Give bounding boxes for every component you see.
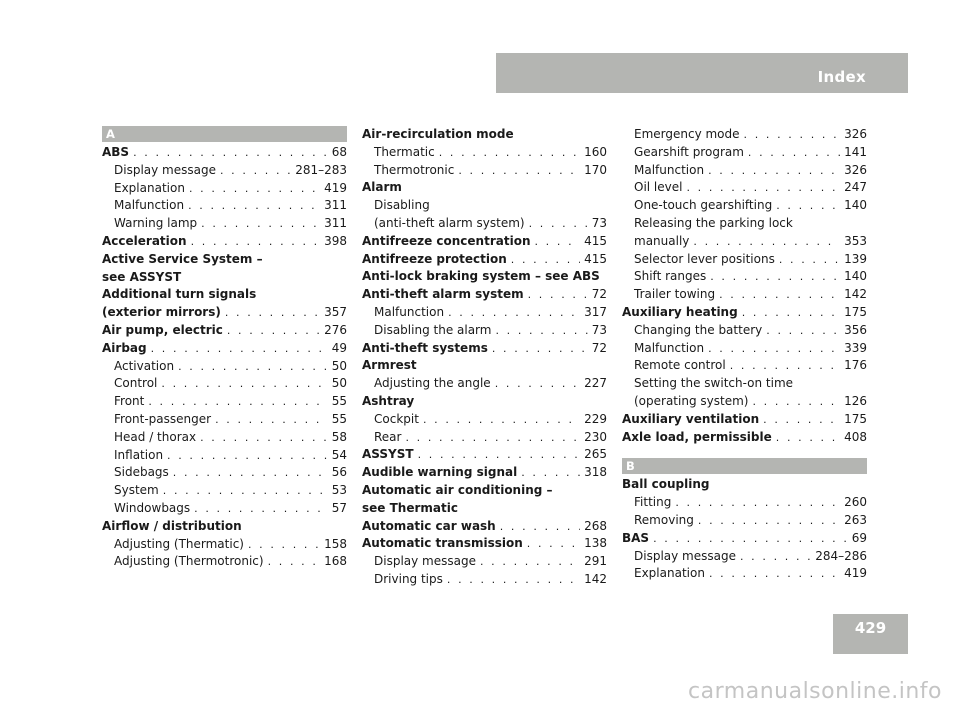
- entry-label: Adjusting (Thermotronic): [114, 554, 264, 569]
- index-entry: [102, 304, 347, 322]
- entry-page-ref: 142: [844, 287, 867, 302]
- entry-label: Display message: [114, 162, 216, 177]
- entry-label: ABS: [102, 145, 130, 159]
- index-entry: [362, 179, 607, 197]
- index-subentry: [102, 358, 347, 376]
- index-subentry: [362, 322, 607, 340]
- index-subentry: [362, 215, 607, 233]
- index-subentry: [622, 286, 867, 304]
- dot-leader: [215, 411, 328, 429]
- entry-label: Explanation: [114, 180, 185, 195]
- entry-page-ref: 326: [844, 127, 867, 141]
- entry-page-ref: 398: [324, 233, 347, 248]
- entry-page-ref: 68: [331, 145, 347, 159]
- dot-leader: [151, 340, 328, 358]
- dot-leader: [710, 268, 840, 286]
- index-subentry: [362, 553, 607, 571]
- entry-label: Front-passenger: [114, 411, 212, 426]
- entry-label: Head / thorax: [114, 429, 197, 444]
- entry-page-ref: 138: [584, 536, 607, 551]
- entry-label: Adjusting (Thermatic): [114, 536, 244, 551]
- index-subentry: [102, 197, 347, 215]
- dot-leader: [719, 286, 840, 304]
- dot-leader: [698, 512, 840, 530]
- entry-label: Thermotronic: [374, 162, 455, 177]
- dot-leader: [730, 357, 840, 375]
- entry-page-ref: 126: [844, 393, 867, 408]
- entry-page-ref: 356: [844, 322, 867, 337]
- spacer: [622, 446, 867, 458]
- dot-leader: [511, 251, 580, 269]
- watermark: carmanualsonline.info: [688, 679, 942, 704]
- index-subentry: [622, 126, 867, 144]
- index-subentry: [622, 233, 867, 251]
- dot-leader: [776, 197, 840, 215]
- dot-leader: [653, 530, 848, 548]
- entry-label: Malfunction: [634, 162, 705, 177]
- dot-leader: [200, 429, 328, 447]
- entry-label: Explanation: [634, 566, 705, 581]
- entry-page-ref: 415: [584, 251, 607, 266]
- index-subentry: [622, 144, 867, 162]
- entry-label: Display message: [634, 548, 736, 563]
- dot-leader: [194, 500, 328, 518]
- entry-label: Warning lamp: [114, 216, 198, 231]
- entry-label: Removing: [634, 512, 694, 527]
- index-subentry: [622, 179, 867, 197]
- entry-label: Acceleration: [102, 233, 187, 248]
- entry-page-ref: 419: [844, 566, 867, 581]
- dot-leader: [766, 322, 840, 340]
- entry-page-ref: 176: [844, 358, 867, 373]
- dot-leader: [763, 411, 840, 429]
- entry-label: Oil level: [634, 180, 683, 195]
- section-header: A: [102, 126, 347, 142]
- entry-label: Airflow / distribution: [102, 518, 242, 533]
- index-subentry: [102, 482, 347, 500]
- dot-leader: [495, 375, 580, 393]
- index-entry: [622, 530, 867, 548]
- dot-leader: [742, 304, 840, 322]
- entry-page-ref: 58: [331, 429, 347, 444]
- dot-leader: [220, 162, 291, 180]
- entry-label: Selector lever positions: [634, 251, 775, 266]
- entry-label: Shift ranges: [634, 269, 707, 284]
- dot-leader: [178, 358, 328, 376]
- entry-label: Antifreeze concentration: [362, 233, 531, 248]
- dot-leader: [779, 251, 840, 269]
- entry-label: Anti-theft alarm system: [362, 287, 524, 302]
- entry-page-ref: 57: [331, 500, 347, 515]
- entry-label: Rear: [374, 429, 402, 444]
- entry-label: (exterior mirrors): [102, 305, 221, 320]
- dot-leader: [201, 215, 320, 233]
- entry-label: Anti-theft systems: [362, 340, 488, 355]
- index-entry: [102, 233, 347, 251]
- entry-label: Gearshift program: [634, 144, 744, 159]
- dot-leader: [163, 482, 328, 500]
- index-entry: [362, 446, 607, 464]
- entry-label: Malfunction: [114, 198, 185, 213]
- page-number: 429: [854, 619, 887, 637]
- entry-label: Audible warning signal: [362, 465, 518, 480]
- dot-leader: [268, 553, 321, 571]
- index-subentry: [102, 162, 347, 180]
- dot-leader: [248, 536, 320, 554]
- index-subentry: [102, 429, 347, 447]
- entry-page-ref: 276: [324, 322, 347, 337]
- index-entry: [102, 340, 347, 358]
- index-subentry: [362, 429, 607, 447]
- entry-label: Releasing the parking lock: [634, 215, 793, 230]
- entry-label: BAS: [622, 530, 650, 545]
- entry-page-ref: 175: [844, 304, 867, 319]
- dot-leader: [148, 393, 327, 411]
- entry-page-ref: 408: [844, 429, 867, 444]
- index-subentry: [362, 197, 607, 215]
- entry-page-ref: 73: [591, 215, 607, 230]
- index-entry: [362, 518, 607, 536]
- section-header: B: [622, 458, 867, 474]
- entry-page-ref: 230: [584, 429, 607, 444]
- entry-label: Cockpit: [374, 411, 419, 426]
- entry-page-ref: 268: [584, 518, 607, 533]
- entry-label: Automatic car wash: [362, 518, 496, 533]
- dot-leader: [480, 553, 580, 571]
- index-column-3: [622, 126, 867, 583]
- dot-leader: [740, 548, 811, 566]
- entry-page-ref: 311: [324, 216, 347, 231]
- entry-label: Remote control: [634, 358, 726, 373]
- entry-label: Anti-lock braking system – see ABS: [362, 269, 600, 284]
- entry-page-ref: 339: [844, 340, 867, 355]
- entry-page-ref: 54: [331, 447, 347, 462]
- index-subentry: [102, 375, 347, 393]
- index-entry: [622, 411, 867, 429]
- entry-label: Emergency mode: [634, 127, 740, 141]
- index-subentry: [102, 553, 347, 571]
- index-column-2: [362, 126, 607, 589]
- entry-label: Axle load, permissible: [622, 429, 772, 444]
- index-subentry: [622, 393, 867, 411]
- entry-label: (anti-theft alarm system): [374, 215, 525, 230]
- index-column-1: [102, 126, 347, 571]
- entry-page-ref: 55: [331, 411, 347, 426]
- entry-page-ref: 72: [591, 287, 607, 302]
- entry-label: Active Service System –: [102, 251, 263, 266]
- entry-label: Inflation: [114, 447, 164, 462]
- entry-label: see ASSYST: [102, 269, 182, 284]
- entry-page-ref: 291: [584, 554, 607, 569]
- entry-page-ref: 247: [844, 180, 867, 195]
- index-entry: [362, 251, 607, 269]
- index-subentry: [362, 571, 607, 589]
- dot-leader: [173, 464, 328, 482]
- entry-page-ref: 49: [331, 340, 347, 355]
- entry-label: Airbag: [102, 340, 147, 355]
- dot-leader: [418, 446, 581, 464]
- index-subentry: [102, 393, 347, 411]
- index-entry: [362, 233, 607, 251]
- entry-label: Driving tips: [374, 571, 443, 586]
- dot-leader: [188, 197, 320, 215]
- entry-page-ref: 158: [324, 536, 347, 551]
- entry-page-ref: 229: [584, 411, 607, 426]
- index-entry: [622, 429, 867, 447]
- entry-label: Windowbags: [114, 500, 191, 515]
- entry-page-ref: 140: [844, 269, 867, 284]
- entry-label: Activation: [114, 358, 175, 373]
- index-entry: [362, 464, 607, 482]
- index-subentry: [622, 565, 867, 583]
- dot-leader: [744, 126, 841, 144]
- entry-page-ref: 56: [331, 465, 347, 480]
- entry-label: Sidebags: [114, 465, 169, 480]
- entry-page-ref: 357: [324, 305, 347, 320]
- index-entry: [362, 500, 607, 518]
- entry-label: Thermatic: [374, 144, 435, 159]
- entry-page-ref: 419: [324, 180, 347, 195]
- dot-leader: [708, 340, 840, 358]
- dot-leader: [752, 393, 840, 411]
- entry-label: Air-recirculation mode: [362, 127, 514, 141]
- index-subentry: [622, 375, 867, 393]
- dot-leader: [534, 233, 580, 251]
- entry-label: Control: [114, 376, 158, 391]
- index-subentry: [622, 548, 867, 566]
- index-entry: [362, 286, 607, 304]
- index-subentry: [102, 536, 347, 554]
- dot-leader: [423, 411, 580, 429]
- dot-leader: [447, 571, 580, 589]
- index-subentry: [622, 512, 867, 530]
- index-subentry: [362, 144, 607, 162]
- dot-leader: [161, 375, 327, 393]
- index-entry: [362, 482, 607, 500]
- index-entry: [362, 340, 607, 358]
- dot-leader: [709, 565, 840, 583]
- entry-page-ref: 139: [844, 251, 867, 266]
- dot-leader: [225, 304, 320, 322]
- entry-page-ref: 260: [844, 495, 867, 510]
- dot-leader: [527, 535, 580, 553]
- entry-label: Auxiliary ventilation: [622, 411, 760, 426]
- index-entry: [362, 357, 607, 375]
- index-entry: [362, 126, 607, 144]
- index-entry: [102, 322, 347, 340]
- dot-leader: [495, 322, 587, 340]
- entry-page-ref: 53: [331, 483, 347, 498]
- dot-leader: [458, 162, 580, 180]
- index-entry: [102, 286, 347, 304]
- entry-label: Automatic air conditioning –: [362, 482, 553, 497]
- entry-label: Malfunction: [374, 304, 445, 319]
- index-subentry: [102, 411, 347, 429]
- index-subentry: [102, 500, 347, 518]
- entry-page-ref: 50: [331, 358, 347, 373]
- entry-page-ref: 142: [584, 571, 607, 586]
- index-entry: [622, 304, 867, 322]
- index-subentry: [622, 322, 867, 340]
- entry-page-ref: 168: [324, 554, 347, 569]
- entry-page-ref: 317: [584, 304, 607, 319]
- dot-leader: [521, 464, 580, 482]
- dot-leader: [675, 494, 840, 512]
- dot-leader: [167, 447, 328, 465]
- entry-label: Fitting: [634, 495, 672, 510]
- entry-page-ref: 265: [584, 447, 607, 462]
- entry-page-ref: 227: [584, 376, 607, 391]
- entry-label: Air pump, electric: [102, 322, 223, 337]
- index-entry: [102, 251, 347, 269]
- index-subentry: [362, 162, 607, 180]
- entry-label: Ashtray: [362, 393, 415, 408]
- entry-label: Malfunction: [634, 340, 705, 355]
- dot-leader: [693, 233, 840, 251]
- dot-leader: [492, 340, 588, 358]
- index-subentry: [102, 464, 347, 482]
- index-subentry: [362, 304, 607, 322]
- index-subentry: [622, 494, 867, 512]
- index-subentry: [622, 357, 867, 375]
- index-subentry: [622, 215, 867, 233]
- dot-leader: [748, 144, 840, 162]
- entry-label: ASSYST: [362, 447, 414, 462]
- index-subentry: [622, 268, 867, 286]
- index-subentry: [622, 340, 867, 358]
- index-subentry: [362, 375, 607, 393]
- index-entry: [622, 476, 867, 494]
- entry-label: Trailer towing: [634, 287, 716, 302]
- entry-page-ref: 284–286: [815, 548, 867, 563]
- dot-leader: [191, 233, 321, 251]
- entry-page-ref: 141: [844, 144, 867, 159]
- dot-leader: [405, 429, 580, 447]
- entry-page-ref: 263: [844, 512, 867, 527]
- dot-leader: [776, 429, 840, 447]
- index-entry: [362, 268, 607, 286]
- entry-label: Additional turn signals: [102, 287, 257, 302]
- entry-label: Disabling: [374, 198, 430, 213]
- entry-label: One-touch gearshifting: [634, 198, 773, 213]
- entry-label: Alarm: [362, 180, 402, 195]
- entry-page-ref: 353: [844, 233, 867, 248]
- entry-page-ref: 160: [584, 144, 607, 159]
- entry-label: Ball coupling: [622, 477, 710, 492]
- index-entry: [102, 144, 347, 162]
- entry-page-ref: 311: [324, 198, 347, 213]
- dot-leader: [448, 304, 580, 322]
- dot-leader: [708, 162, 840, 180]
- entry-label: Display message: [374, 554, 476, 569]
- page-title: Index: [817, 68, 866, 86]
- header-bar: [496, 53, 908, 93]
- entry-label: manually: [634, 233, 690, 248]
- entry-label: System: [114, 483, 159, 498]
- entry-page-ref: 175: [844, 411, 867, 426]
- entry-page-ref: 326: [844, 162, 867, 177]
- index-subentry: [102, 447, 347, 465]
- entry-label: Adjusting the angle: [374, 376, 491, 391]
- dot-leader: [529, 215, 588, 233]
- page-number-box: [833, 614, 908, 654]
- index-subentry: [102, 180, 347, 198]
- index-entry: [102, 518, 347, 536]
- dot-leader: [189, 180, 320, 198]
- entry-label: (operating system): [634, 393, 749, 408]
- index-entry: [362, 535, 607, 553]
- entry-page-ref: 415: [584, 233, 607, 248]
- entry-page-ref: 55: [331, 394, 347, 409]
- dot-leader: [686, 179, 840, 197]
- entry-label: see Thermatic: [362, 500, 458, 515]
- entry-page-ref: 50: [331, 376, 347, 391]
- dot-leader: [227, 322, 320, 340]
- dot-leader: [439, 144, 580, 162]
- entry-label: Automatic transmission: [362, 536, 523, 551]
- entry-label: Disabling the alarm: [374, 322, 492, 337]
- entry-label: Armrest: [362, 358, 417, 373]
- index-entry: [362, 393, 607, 411]
- entry-page-ref: 69: [851, 530, 867, 545]
- entry-page-ref: 318: [584, 465, 607, 480]
- entry-page-ref: 281–283: [295, 162, 347, 177]
- dot-leader: [500, 518, 580, 536]
- entry-label: Auxiliary heating: [622, 304, 738, 319]
- entry-label: Front: [114, 394, 145, 409]
- dot-leader: [528, 286, 588, 304]
- entry-label: Changing the battery: [634, 322, 763, 337]
- index-subentry: [362, 411, 607, 429]
- entry-page-ref: 140: [844, 198, 867, 213]
- entry-page-ref: 73: [591, 322, 607, 337]
- entry-label: Setting the switch-on time: [634, 376, 794, 391]
- index-subentry: [102, 215, 347, 233]
- index-subentry: [622, 251, 867, 269]
- index-subentry: [622, 197, 867, 215]
- entry-page-ref: 72: [591, 340, 607, 355]
- entry-page-ref: 170: [584, 162, 607, 177]
- index-entry: [102, 269, 347, 287]
- entry-label: Antifreeze protection: [362, 251, 507, 266]
- index-subentry: [622, 162, 867, 180]
- dot-leader: [133, 144, 328, 162]
